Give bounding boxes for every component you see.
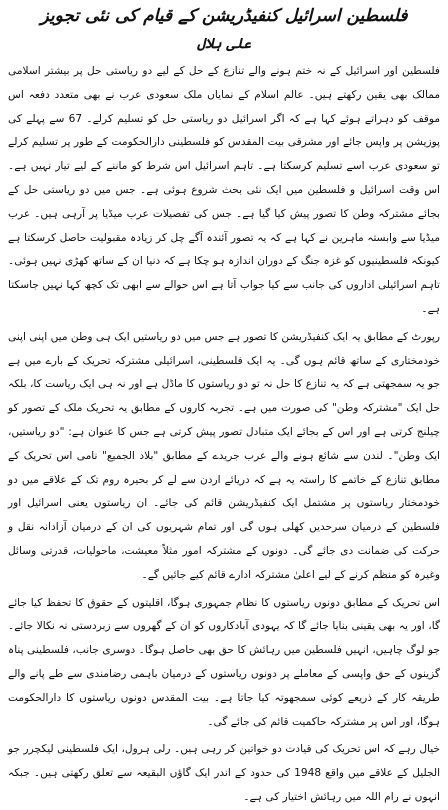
article-title: فلسطین اسرائیل کنفیڈریشن کے قیام کی نئی تجویز: [40, 6, 408, 26]
article-paragraph: فلسطین اور اسرائیل کے نہ ختم ہونے والے تنازع کے حل کے لیے دو ریاستی حل پر بیشتر اسلامی ممالک بھی یقین رکھتے ہیں۔ عالم اسلام کے نمایاں ملک سعودی عرب نے بھی متعدد دفعہ اس موقف کو دہراتے ہوئے کہا ہے کہ اگر اسرائیل دو ریاستی حل کو تسلیم کرلے۔ 67 سے پہلے کی پوزیشن پر واپس جائے اور مشرقی بیت المقدس کو فلسطینی دارالحکومت کے طور پر تسلیم کرلے تو سعودی عرب اسے تسلیم کرسکتا ہے۔ تاہم اسرائیل اس شرط کو ماننے کے لیے تیار نہیں ہے۔ اس وقت اسرائیل و فلسطین میں ایک نئی بحث شروع ہوئی ہے۔ جس میں دو ریاستی حل کے بجائے مشترکہ وطن کا تصور پیش کیا گیا ہے۔ جس کی تفصیلات عرب میڈیا پر آرہی ہیں۔ عرب میڈیا سے وابستہ ماہرین نے کہا ہے کہ یہ تصور آئندہ آگے چل کر زیادہ مقبولیت حاصل کرسکتا ہے کیونکہ فلسطینیوں کو غزہ جنگ کے دوران اندازہ ہو چکا ہے کہ دنیا ان کے ساتھ کھڑی نہیں ہوئی۔ تاہم اسرائیلی اداروں کی جانب سے کیا جواب آتا ہے اس حوالے سے ابھی تک کچھ کہا نہیں جاسکتا ہے۔: [8, 65, 440, 315]
article-paragraph: اس تحریک کے مطابق دونوں ریاستوں کا نظام جمہوری ہوگا، اقلیتوں کے حقوق کا تحفظ کیا جائے گا، اور یہ بھی یقینی بنایا جائے گا کہ یہودی آبادکاروں کو ان کے گھروں سے زبردستی نہ نکالا جائے۔ جو لوگ چاہیں، انہیں فلسطین میں رہائش کا حق بھی حاصل ہوگا۔ دوسری جانب، فلسطینی پناہ گزینوں کے حق واپسی کے معاملے پر دونوں ریاستوں کے درمیان باہمی رضامندی سے طے پانے والے طریقہ کار کے ذریعے کوئی سمجھوتہ کیا جاتا ہے۔ بیت المقدس دونوں ریاستوں کا دارالحکومت ہوگا، اور اس پر مشترکہ حاکمیت قائم کی جائے گی۔: [8, 596, 440, 728]
article-paragraph: خیال رہے کہ اس تحریک کی قیادت دو خواتین کر رہی ہیں۔ رلی ہرول، ایک فلسطینی لیکچرر جو الجلیل کے علاقے میں واقع 1948 کی حدود کے اندر ایک گاؤں البقیعہ سے تعلق رکھتی ہیں۔ جبکہ انہوں نے رام اللہ میں رہائش اختیار کی ہے۔: [8, 743, 441, 803]
article-author: علی ہلال: [196, 36, 252, 52]
article-paragraph: رپورٹ کے مطابق یہ ایک کنفیڈریشن کا تصور ہے جس میں دو ریاستیں ایک ہی وطن میں اپنی اپنی خودمختاری کے ساتھ قائم ہوں گی۔ یہ ایک فلسطینی، اسرائیلی مشترکہ تحریک کے بارے میں ہے جو یہ سمجھتی ہے کہ یہ تنازع کا حل نہ تو دو ریاستوں کا ماڈل ہے اور نہ ہی ایک ریاست کا، بلکہ حل ایک "مشترکہ وطن" کی صورت میں ہے۔ تجربہ کاروں کے مطابق یہ تحریک ملک کے تصور کو چیلنج کرتی ہے اور اس کے بجائے ایک متبادل تصور پیش کرتی ہے جس کا عنوان ہے: "دو ریاستیں، ایک وطن"۔ لندن سے شائع ہونے والے عرب جریدے کے مطابق "بلاد الجمیع" نامی اس تحریک کے مطابق تنازع کے خاتمے کا راستہ یہ ہے کہ دریائے اردن سے لے کر بحیرہ روم تک کے علاقے میں دو خودمختار ریاستوں پر مشتمل ایک کنفیڈریشن قائم کی جائے۔ ان ریاستوں یعنی اسرائیل اور فلسطین کے درمیان سرحدیں کھلی ہوں گی اور تمام شہریوں کی ان کے درمیان آزادانہ نقل و حرکت کی ضمانت دی جائے گی۔ دونوں کے مشترکہ امور مثلاً معیشت، ماحولیات، قدرتی وسائل وغیرہ کو منظم کرنے کے لیے اعلیٰ مشترکہ ادارے قائم کیے جائیں گے۔: [8, 330, 440, 581]
article-body: [8, 60, 441, 803]
